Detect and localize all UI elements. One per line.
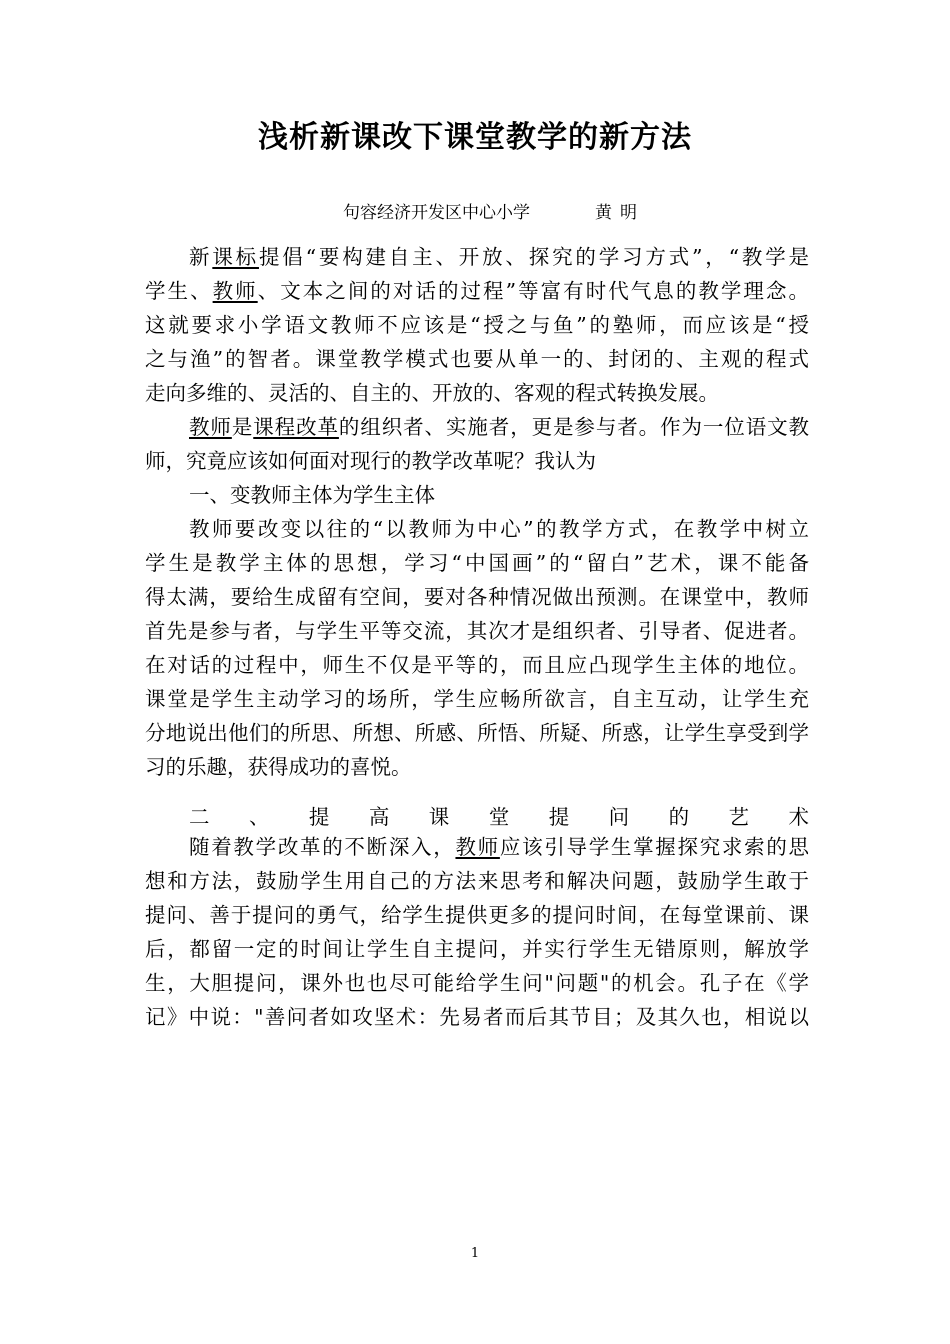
- document-title: 浅析新课改下课堂教学的新方法: [258, 120, 692, 155]
- paragraph-1: [145, 240, 809, 410]
- text-line: 在对话的过程中，师生不仅是平等的，而且应凸现学生主体的地位。: [145, 653, 809, 677]
- text-line: 记》中说："善问者如攻坚术：先易者而后其节目；及其久也，相说以: [145, 1005, 809, 1029]
- text-line: 教师要改变以往的“以教师为中心”的教学方式，在教学中树立: [189, 517, 809, 541]
- section-heading-1: 一、变教师主体为学生主体: [189, 483, 435, 507]
- link-text: 教师: [212, 279, 258, 303]
- text-line: 首先是参与者，与学生平等交流，其次才是组织者、引导者、促进者。: [145, 619, 809, 643]
- text-line: 后，都留一定的时间让学生自主提问，并实行学生无错原则，解放学: [145, 937, 809, 961]
- text-line: 习的乐趣，获得成功的喜悦。: [145, 755, 412, 779]
- text-line: 课堂是学生主动学习的场所，学生应畅所欲言，自主互动，让学生充: [145, 687, 809, 711]
- link-text: 课程改革: [253, 415, 339, 439]
- text-line: 随着教学改革的不断深入，教师应该引导学生掌握探究求索的思: [189, 835, 810, 859]
- text-line: 得太满，要给生成留有空间，要对各种情况做出预测。在课堂中，教师: [145, 585, 809, 609]
- link-text: 教师: [189, 415, 232, 439]
- text-line: 之与渔”的智者。课堂教学模式也要从单一的、封闭的、主观的程式: [145, 347, 809, 371]
- text-line: 新课标提倡“要构建自主、开放、探究的学习方式”，“教学是: [189, 245, 810, 269]
- page-number: 1: [470, 1246, 480, 1261]
- text-line: 这就要求小学语文教师不应该是“授之与鱼”的塾师，而应该是“授: [145, 313, 809, 337]
- paragraph-3: [145, 512, 809, 784]
- paragraph-spacer: [145, 784, 809, 804]
- text-line: 提问、善于提问的勇气，给学生提供更多的提问时间，在每堂课前、课: [145, 903, 809, 927]
- text-line: 教师是课程改革的组织者、实施者，更是参与者。作为一位语文教: [189, 415, 810, 439]
- author-school: 句容经济开发区中心小学: [343, 203, 530, 223]
- text-line: 走向多维的、灵活的、自主的、开放的、客观的程式转换发展。: [145, 381, 719, 405]
- paragraph-2: [145, 410, 809, 478]
- text-line: 生，大胆提问，课外也也尽可能给学生问"问题"的机会。孔子在《学: [145, 971, 809, 995]
- author-name: 黄明: [595, 203, 645, 223]
- section-heading-2: 二、提高课堂提问的艺术: [189, 805, 809, 829]
- paragraph-4: [145, 830, 809, 1034]
- text-line: 师，究竟应该如何面对现行的教学改革呢？我认为: [145, 449, 596, 473]
- text-line: 想和方法，鼓励学生用自己的方法来思考和解决问题，鼓励学生敢于: [145, 869, 809, 893]
- text-line: 学生是教学主体的思想，学习“中国画”的“留白”艺术，课不能备: [145, 551, 809, 575]
- link-text: 课标: [212, 245, 259, 269]
- text-line: 学生、教师、文本之间的对话的过程”等富有时代气息的教学理念。: [145, 279, 810, 303]
- text-line: 分地说出他们的所思、所想、所感、所悟、所疑、所惑，让学生享受到学: [145, 721, 809, 745]
- link-text: 教师: [455, 835, 500, 859]
- document-body: [145, 240, 809, 1034]
